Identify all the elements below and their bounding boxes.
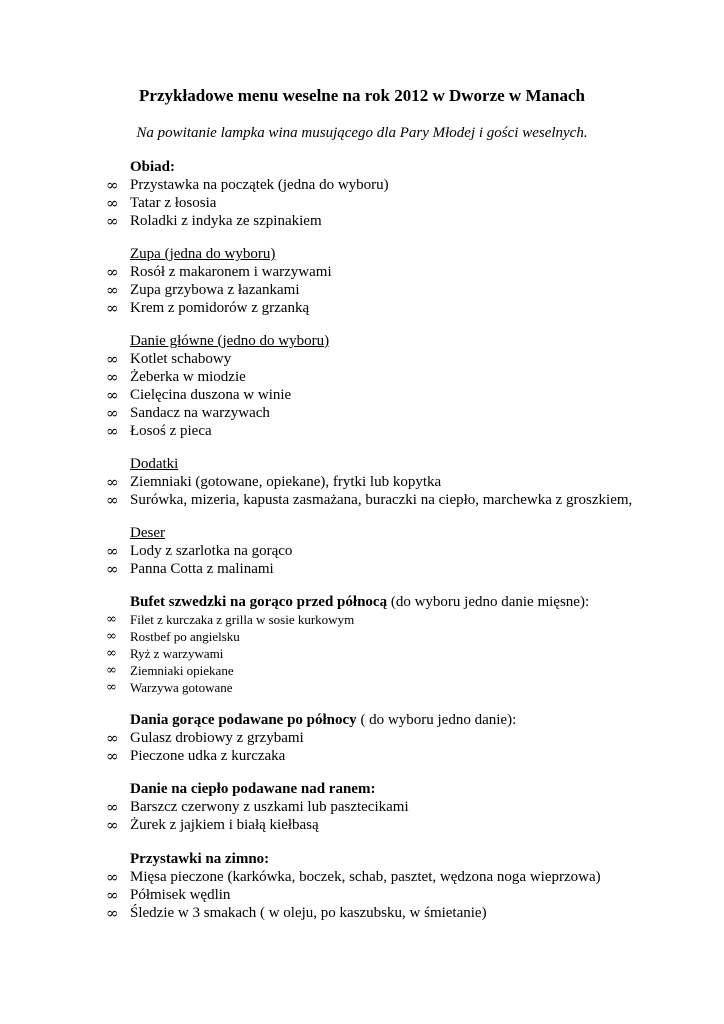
menu-item: [0, 798, 724, 816]
menu-item-text: Rostbef po angielsku: [130, 629, 240, 644]
menu-item: [0, 868, 724, 886]
menu-item: [0, 729, 724, 747]
menu-item: [0, 368, 724, 386]
menu-item: [0, 679, 724, 696]
heading-text: Zupa (jedna do wyboru): [130, 246, 276, 262]
menu-item: [0, 904, 724, 922]
menu-item-text: Filet z kurczaka z grilla w sosie kurkowym: [130, 612, 355, 627]
menu-item: [0, 491, 724, 509]
infinity-bullet-icon: ∞: [106, 299, 119, 317]
menu-item-text: Półmisek wędlin: [130, 887, 231, 903]
menu-item: [0, 386, 724, 404]
item-list: [0, 611, 724, 696]
menu-item: [0, 281, 724, 299]
infinity-bullet-icon: ∞: [106, 904, 119, 922]
menu-item: [0, 212, 724, 230]
menu-item-text: Warzywa gotowane: [130, 680, 233, 695]
infinity-bullet-icon: ∞: [106, 473, 119, 491]
section-bufet: [0, 593, 724, 696]
infinity-bullet-icon: ∞: [106, 368, 119, 386]
menu-item-text: Cielęcina duszona w winie: [130, 387, 292, 403]
menu-item-text: Pieczone udka z kurczaka: [130, 748, 286, 764]
item-list: [0, 176, 724, 230]
heading-note: (do wyboru jedno danie mięsne):: [387, 594, 590, 610]
item-list: [0, 350, 724, 440]
section-dania-gorace: [0, 711, 724, 765]
infinity-bullet-icon: ∞: [106, 646, 117, 661]
section-heading: [0, 455, 724, 473]
menu-item: [0, 350, 724, 368]
item-list: [0, 473, 724, 509]
menu-item-text: Mięsa pieczone (karkówka, boczek, schab, pasztet, wędzona noga wieprzowa): [130, 869, 601, 885]
menu-item-text: Śledzie w 3 smakach ( w oleju, po kaszubsku, w śmietanie): [130, 905, 487, 921]
infinity-bullet-icon: ∞: [106, 386, 119, 404]
menu-item-text: Lody z szarlotka na gorąco: [130, 543, 293, 559]
section-heading: [0, 850, 724, 868]
menu-item-text: Żeberka w miodzie: [130, 369, 246, 385]
infinity-bullet-icon: ∞: [106, 612, 117, 627]
section-heading: [0, 158, 724, 176]
infinity-bullet-icon: ∞: [106, 263, 119, 281]
menu-item-text: Zupa grzybowa z łazankami: [130, 282, 300, 298]
menu-item: [0, 662, 724, 679]
menu-item-text: Krem z pomidorów z grzanką: [130, 300, 310, 316]
menu-item-text: Roladki z indyka ze szpinakiem: [130, 213, 322, 229]
menu-item: [0, 176, 724, 194]
menu-item: [0, 473, 724, 491]
infinity-bullet-icon: ∞: [106, 281, 119, 299]
menu-item-text: Łosoś z pieca: [130, 423, 212, 439]
infinity-bullet-icon: ∞: [106, 176, 119, 194]
infinity-bullet-icon: ∞: [106, 680, 117, 695]
heading-text: Dania gorące podawane po północy: [130, 712, 357, 728]
menu-item: [0, 422, 724, 440]
menu-item-text: Sandacz na warzywach: [130, 405, 270, 421]
section-heading: [0, 332, 724, 350]
infinity-bullet-icon: ∞: [106, 886, 119, 904]
infinity-bullet-icon: ∞: [106, 542, 119, 560]
infinity-bullet-icon: ∞: [106, 194, 119, 212]
menu-item-text: Ryż z warzywami: [130, 646, 224, 661]
item-list: [0, 542, 724, 578]
menu-item-text: Panna Cotta z malinami: [130, 561, 274, 577]
menu-item: [0, 628, 724, 645]
infinity-bullet-icon: ∞: [106, 816, 119, 834]
section-przystawki-zimno: [0, 850, 724, 922]
section-dodatki: [0, 455, 724, 509]
document-subtitle: Na powitanie lampka wina musującego dla Pary Młodej i gości weselnych.: [136, 125, 588, 141]
menu-item: [0, 560, 724, 578]
menu-item: [0, 886, 724, 904]
infinity-bullet-icon: ∞: [106, 729, 119, 747]
item-list: [0, 263, 724, 317]
document-title: Przykładowe menu weselne na rok 2012 w Dworze w Manach: [139, 86, 585, 105]
menu-item: [0, 816, 724, 834]
infinity-bullet-icon: ∞: [106, 404, 119, 422]
section-deser: [0, 524, 724, 578]
item-list: [0, 798, 724, 834]
menu-item-text: Tatar z łososia: [130, 195, 217, 211]
heading-text: Deser: [130, 525, 165, 541]
section-danie-glowne: [0, 332, 724, 440]
section-heading: [0, 593, 724, 611]
menu-item: [0, 611, 724, 628]
menu-item: [0, 747, 724, 765]
menu-item: [0, 645, 724, 662]
heading-text: Obiad:: [130, 159, 176, 175]
menu-item-text: Kotlet schabowy: [130, 351, 232, 367]
section-obiad: [0, 158, 724, 230]
section-danie-nad-ranem: [0, 780, 724, 834]
section-heading: [0, 245, 724, 263]
item-list: [0, 868, 724, 922]
menu-item: [0, 263, 724, 281]
infinity-bullet-icon: ∞: [106, 747, 119, 765]
item-list: [0, 729, 724, 765]
menu-item-text: Żurek z jajkiem i białą kiełbasą: [130, 817, 319, 833]
infinity-bullet-icon: ∞: [106, 422, 119, 440]
menu-item-text: Gulasz drobiowy z grzybami: [130, 730, 304, 746]
infinity-bullet-icon: ∞: [106, 868, 119, 886]
heading-text: Dodatki: [130, 456, 179, 472]
menu-item: [0, 542, 724, 560]
menu-item: [0, 299, 724, 317]
section-heading: [0, 524, 724, 542]
menu-item: [0, 404, 724, 422]
infinity-bullet-icon: ∞: [106, 212, 119, 230]
infinity-bullet-icon: ∞: [106, 798, 119, 816]
infinity-bullet-icon: ∞: [106, 350, 119, 368]
heading-note: ( do wyboru jedno danie):: [356, 712, 517, 728]
section-heading: [0, 780, 724, 798]
menu-item: [0, 194, 724, 212]
infinity-bullet-icon: ∞: [106, 629, 117, 644]
menu-item-text: Surówka, mizeria, kapusta zasmażana, buraczki na ciepło, marchewka z groszkiem,: [130, 492, 633, 508]
heading-text: Danie na ciepło podawane nad ranem:: [130, 781, 376, 797]
menu-item-text: Barszcz czerwony z uszkami lub pasztecikami: [130, 799, 409, 815]
infinity-bullet-icon: ∞: [106, 560, 119, 578]
menu-item-text: Przystawka na początek (jedna do wyboru): [130, 177, 389, 193]
heading-text: Danie główne (jedno do wyboru): [130, 333, 330, 349]
infinity-bullet-icon: ∞: [106, 663, 117, 678]
heading-text: Bufet szwedzki na gorąco przed północą: [130, 594, 388, 610]
section-zupa: [0, 245, 724, 317]
menu-item-text: Ziemniaki (gotowane, opiekane), frytki lub kopytka: [130, 474, 442, 490]
infinity-bullet-icon: ∞: [106, 491, 119, 509]
menu-item-text: Rosół z makaronem i warzywami: [130, 264, 332, 280]
section-heading: [0, 711, 724, 729]
menu-item-text: Ziemniaki opiekane: [130, 663, 234, 678]
heading-text: Przystawki na zimno:: [130, 851, 270, 867]
